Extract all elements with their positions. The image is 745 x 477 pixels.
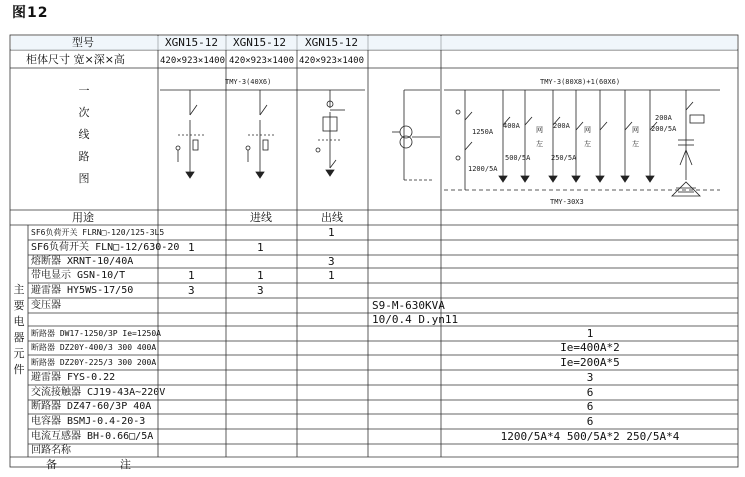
model-col2: XGN15-12 xyxy=(233,36,286,49)
row-name: 断路器 DZ20Y-225/3 300 200A xyxy=(31,358,157,367)
rating-200: 200A xyxy=(553,122,570,130)
row-cell-c2: 1 xyxy=(257,269,264,282)
mc-char-4: 器 xyxy=(13,331,25,344)
side-char-2: 次 xyxy=(78,106,90,119)
model-label: 型号 xyxy=(72,36,94,49)
row-name: 电流互感器 BH-0.66□/5A xyxy=(31,431,154,442)
main-components-label xyxy=(12,282,26,378)
row-cell-lowvoltage: 1 xyxy=(586,327,594,340)
row-cell-lowvoltage: 6 xyxy=(586,415,594,428)
side-char-1: 一 xyxy=(78,84,90,97)
rating-200b: 200A xyxy=(655,114,672,122)
row-cell-lowvoltage: 1200/5A*4 500/5A*2 250/5A*4 xyxy=(500,430,680,443)
mc-char-6: 件 xyxy=(13,363,25,376)
rating-400: 400A xyxy=(503,122,520,130)
bus-left-label: TMY-3(40X6) xyxy=(225,78,272,86)
row-name: 电容器 BSMJ-0.4-20-3 xyxy=(31,416,146,427)
model-col1: XGN15-12 xyxy=(165,36,218,49)
row-cell-c3: 1 xyxy=(328,269,335,282)
row-cell-lowvoltage: Ie=200A*5 xyxy=(560,356,620,369)
row-cell-transformer: S9-M-630KVA xyxy=(372,299,445,312)
load-label-5: 网 xyxy=(632,126,639,134)
bus-right-label: TMY-3(80X8)+1(60X6) xyxy=(540,78,621,86)
row-name: 熔断器 XRNT-10/40A xyxy=(31,256,134,267)
bus-bottom-label: TMY-30X3 xyxy=(550,198,584,206)
rating-1250: 1250A xyxy=(472,128,494,136)
mc-char-3: 电 xyxy=(13,315,25,328)
row-cell-c1: 1 xyxy=(188,241,195,254)
row-name: 避雷器 FYS-0.22 xyxy=(31,372,116,383)
figure-title: 图12 xyxy=(12,5,49,21)
load-label-4: 左 xyxy=(584,140,591,148)
row-cell-c2: 3 xyxy=(257,284,264,297)
rating-500-5: 500/5A xyxy=(505,154,531,162)
load-label-2: 左 xyxy=(536,140,543,148)
row-cell-c3: 1 xyxy=(328,226,335,239)
row-cell-lowvoltage: 6 xyxy=(586,386,594,399)
size-col1: 420×923×1400 xyxy=(160,56,226,66)
row-name: 交流接触器 CJ19-43A~220V xyxy=(31,387,166,398)
rating-200-5: 200/5A xyxy=(651,125,677,133)
mc-char-5: 元 xyxy=(13,347,25,360)
side-char-3: 线 xyxy=(78,128,90,141)
side-char-5: 图 xyxy=(78,172,90,185)
row-name: 带电显示 GSN-10/T xyxy=(31,270,126,281)
row-name: 避雷器 HY5WS-17/50 xyxy=(31,285,134,296)
row-name: 变压器 xyxy=(31,300,61,311)
size-label: 柜体尺寸 宽×深×高 xyxy=(26,53,125,66)
row-cell-c1: 3 xyxy=(188,284,195,297)
row-cell-lowvoltage: 6 xyxy=(586,400,594,413)
row-cell-c3: 3 xyxy=(328,255,335,268)
load-label-3: 网 xyxy=(584,126,591,134)
row-cell-transformer: 10/0.4 D.yn11 xyxy=(372,313,459,326)
row-name: 断路器 DZ20Y-400/3 300 400A xyxy=(31,343,157,352)
row-cell-c1: 1 xyxy=(188,269,195,282)
model-col3: XGN15-12 xyxy=(305,36,358,49)
usage-outgoing: 出线 xyxy=(321,211,343,224)
row-cell-c2: 1 xyxy=(257,241,264,254)
row-cell-lowvoltage: Ie=400A*2 xyxy=(560,341,620,354)
rating-250-5: 250/5A xyxy=(551,154,577,162)
rating-1200-5: 1200/5A xyxy=(468,165,498,173)
row-cell-lowvoltage: 3 xyxy=(586,371,594,384)
row-name: 回路名称 xyxy=(31,445,71,456)
size-col2: 420×923×1400 xyxy=(229,56,295,66)
load-label-6: 左 xyxy=(632,140,639,148)
mc-char-2: 要 xyxy=(13,299,25,312)
load-label-1: 网 xyxy=(536,126,543,134)
mc-char-1: 主 xyxy=(13,283,25,296)
usage-label: 用途 xyxy=(72,211,94,224)
usage-incoming: 进线 xyxy=(250,211,272,224)
row-name: SF6负荷开关 FLN□-12/630-20 xyxy=(31,242,180,253)
row-name: SF6负荷开关 FLRN□-120/125-3L5 xyxy=(31,228,165,237)
row-name: 断路器 DW17-1250/3P Ie=1250A xyxy=(31,329,161,338)
side-char-4: 路 xyxy=(78,150,90,163)
remarks-left: 备 xyxy=(46,458,57,471)
remarks-right: 注 xyxy=(120,458,131,471)
size-col3: 420×923×1400 xyxy=(299,56,365,66)
row-name: 断路器 DZ47-60/3P 40A xyxy=(31,401,152,412)
